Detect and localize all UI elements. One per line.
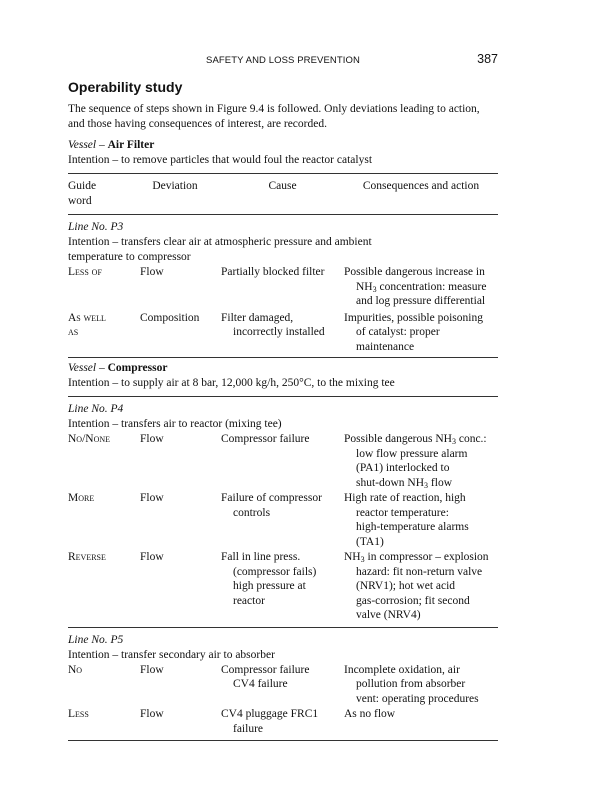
header-guide-word: Guide word	[68, 180, 97, 207]
consequences: Possible dangerous $NH_3$ conc.: low flow pressure alarm (PA1) interlocked to shut-down $NH_3$ flow	[344, 433, 487, 490]
running-head	[68, 52, 498, 68]
guide-word: No/None	[68, 433, 111, 445]
cause: Failure of compressor controls	[221, 492, 322, 519]
page-number: 387	[477, 52, 498, 66]
header-cause: Cause	[268, 180, 297, 192]
vessel-heading	[68, 361, 498, 376]
table-rule-bottom	[68, 740, 498, 741]
vessel-label: Vessel	[68, 362, 97, 374]
cause: CV4 pluggage FRC1 failure	[221, 708, 319, 735]
vessel-dash: –	[96, 139, 108, 151]
section-title: Operability study	[68, 79, 183, 95]
page-body	[68, 52, 498, 741]
table-row	[68, 432, 498, 490]
intro-paragraph	[68, 102, 498, 132]
table-rule-top	[68, 173, 498, 174]
table-row	[68, 663, 498, 707]
cause: Fall in line press. (compressor fails) high pressure at reactor	[221, 551, 317, 607]
table-row	[68, 550, 498, 623]
vessel-name: Compressor	[107, 362, 168, 374]
vessel-dash: –	[96, 362, 108, 374]
deviation: Flow	[140, 663, 164, 676]
cause: Filter damaged, incorrectly installed	[221, 311, 325, 338]
vessel-label: Vessel	[68, 139, 97, 151]
guide-word: As well as	[68, 311, 106, 338]
deviation: Flow	[140, 708, 164, 720]
vessel-intention: Intention – to supply air at 8 bar, 12,000 kg/h, 250°C, to the mixing tee	[68, 377, 395, 389]
vessel-heading	[68, 138, 498, 153]
deviation: Flow	[140, 551, 164, 563]
consequences: Possible dangerous increase in $NH_3$ concentration: measure and log pressure differential	[344, 266, 487, 307]
header-deviation: Deviation	[152, 180, 198, 192]
line-intention: Intention – transfers clear air at atmospheric pressure and ambient	[68, 236, 372, 248]
deviation: Flow	[140, 433, 164, 445]
consequences: Impurities, possible poisoning of catalyst: proper maintenance	[344, 311, 483, 353]
table-row	[68, 311, 498, 355]
consequences: High rate of reaction, high reactor temperature: high-temperature alarms (TA1)	[344, 492, 469, 548]
deviation: Flow	[140, 266, 164, 278]
running-title: SAFETY AND LOSS PREVENTION	[206, 55, 360, 66]
guide-word: No	[68, 663, 83, 676]
line-label: Line No. P4	[68, 403, 124, 415]
table-row	[68, 491, 498, 549]
line-label: Line No. P5	[68, 633, 124, 646]
vessel-intention: Intention – to remove particles that would foul the reactor catalyst	[68, 154, 373, 166]
intro-line: and those having consequences of interest, are recorded.	[68, 118, 327, 130]
table-rule	[68, 357, 498, 358]
guide-word: Less	[68, 708, 89, 720]
line-intention: Intention – transfer secondary air to absorber	[68, 648, 275, 661]
guide-word: Reverse	[68, 551, 106, 563]
deviation: Composition	[140, 311, 200, 324]
guide-word: More	[68, 492, 95, 504]
intro-line: The sequence of steps shown in Figure 9.4 is followed. Only deviations leading to action,	[68, 103, 480, 115]
consequences: Incomplete oxidation, air pollution from absorber vent: operating procedures	[344, 663, 479, 705]
header-consequences: Consequences and action	[362, 180, 480, 192]
cause: Compressor failure	[221, 433, 310, 445]
table-header	[68, 179, 498, 208]
line-intention: Intention – transfers air to reactor (mixing tee)	[68, 418, 282, 430]
table-rule	[68, 396, 498, 397]
cause: Compressor failure CV4 failure	[221, 663, 310, 690]
table-row	[68, 265, 498, 309]
line-label: Line No. P3	[68, 221, 124, 233]
cause: Partially blocked filter	[221, 266, 325, 278]
deviation: Flow	[140, 492, 164, 504]
guide-word: Less of	[68, 266, 102, 278]
line-intention: temperature to compressor	[68, 251, 191, 263]
consequences: $NH_3$ in compressor – explosion hazard: fit non-return valve (NRV1); hot wet acid gas-corrosion; fit second valve (NRV4)	[344, 551, 489, 621]
table-row	[68, 707, 498, 736]
table-rule-header	[68, 214, 498, 215]
table-rule	[68, 627, 498, 628]
vessel-name: Air Filter	[107, 139, 155, 151]
consequences: As no flow	[344, 708, 396, 720]
